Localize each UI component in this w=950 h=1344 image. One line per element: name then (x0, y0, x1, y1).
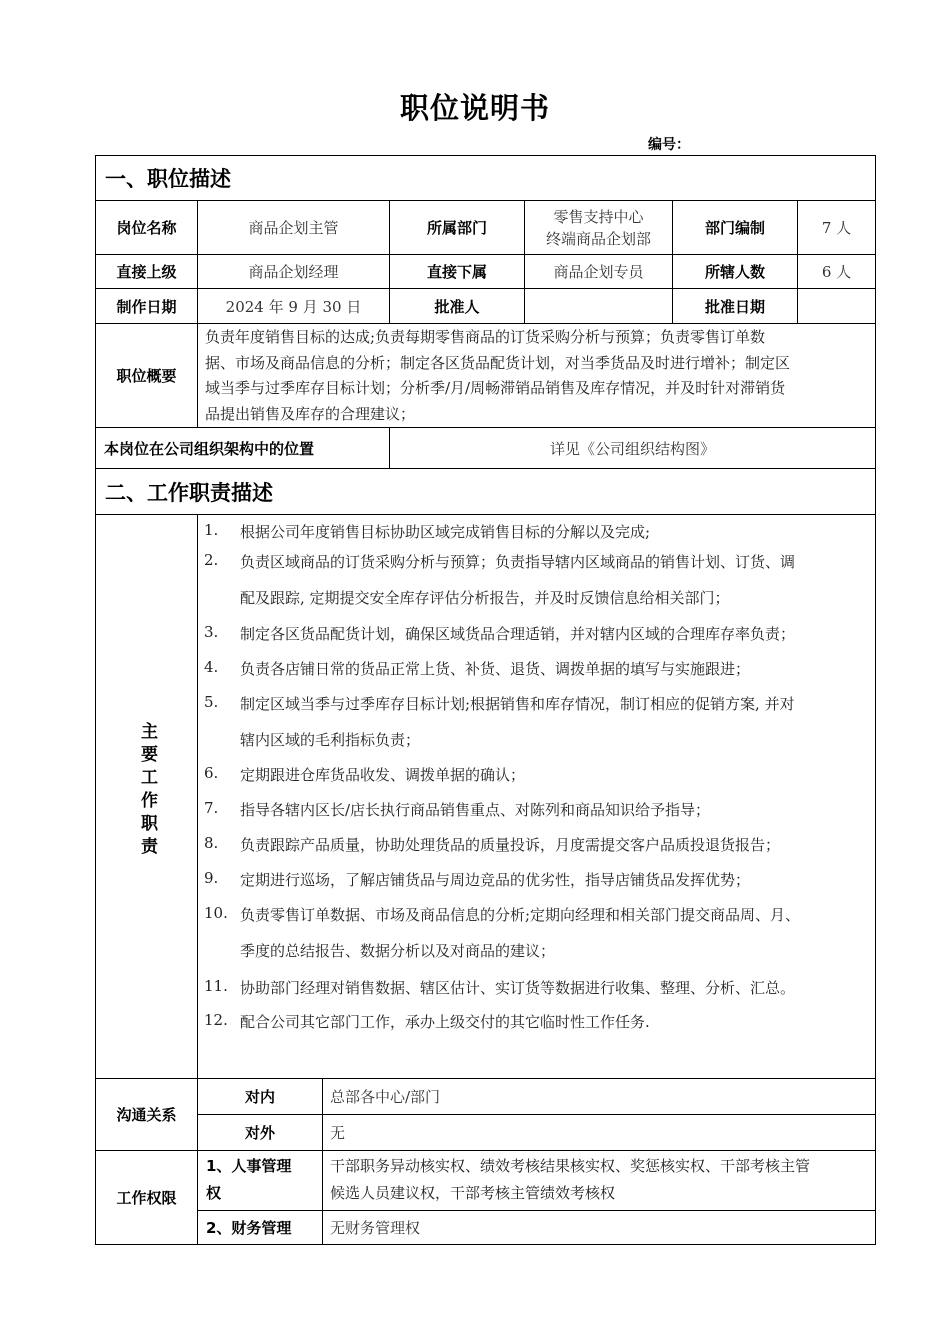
hr-authority-label-line: 1、人事管理 (206, 1157, 292, 1175)
duty-text (240, 792, 870, 828)
duty-text (240, 827, 870, 863)
hr-authority-label (206, 1153, 318, 1207)
duty-number: 12. (204, 1011, 228, 1029)
duty-line: 制定区域当季与过季库存目标计划;根据销售和库存情况，制订相应的促销方案, 并对 (240, 695, 795, 713)
duty-number: 10. (204, 904, 228, 922)
duty-text (240, 1004, 870, 1040)
duty-line: 制定各区货品配货计划，确保区域货品合理适销，并对辖内区域的合理库存率负责； (240, 625, 796, 643)
duties-label: 主要工作职责 (137, 722, 157, 860)
approve-date-value (798, 289, 875, 323)
hr-authority-line: 干部职务异动核实权、绩效考核结果核实权、奖惩核实权、干部考核主管 (330, 1157, 811, 1175)
duty-number: 11. (204, 977, 228, 995)
position-name-value: 商品企划主管 (248, 219, 339, 237)
summary-line: 域当季与过季库存目标计划；分析季/月/周畅滞销品销售及库存情况，并及时针对滞销货 (205, 379, 786, 397)
page-title: 职位说明书 (399, 91, 550, 125)
internal-value: 总部各中心/部门 (330, 1088, 441, 1106)
duty-line: 定期跟进仓库货品收发、调拨单据的确认； (240, 766, 526, 784)
duty-line: 季度的总结报告、数据分析以及对商品的建议； (240, 942, 556, 960)
finance-authority-label: 2、财务管理 (206, 1219, 292, 1237)
summary-text (205, 325, 870, 427)
duty-text (240, 616, 870, 652)
summary-label: 职位概要 (116, 367, 177, 385)
duty-text (240, 970, 870, 1006)
approve-date-label: 批准日期 (704, 297, 765, 316)
duty-number: 8. (204, 834, 219, 852)
duty-text (240, 757, 870, 793)
summary-line: 据、市场及商品信息的分析；制定各区货品配货计划，对当季货品及时进行增补；制定区 (205, 353, 791, 372)
summary-line: 负责年度销售目标的达成;负责每期零售商品的订货采购分析与预算；负责零售订单数 (205, 328, 766, 346)
duty-line: 根据公司年度销售目标协助区域完成销售目标的分解以及完成; (240, 523, 651, 541)
duty-line: 协助部门经理对销售数据、辖区估计、实订货等数据进行收集、整理、分析、汇总。 (240, 979, 796, 997)
superior-label: 直接上级 (116, 263, 177, 281)
duty-number: 4. (204, 658, 219, 676)
approver-value (525, 289, 672, 323)
hr-authority-value (330, 1153, 872, 1207)
authority-label: 工作权限 (116, 1189, 177, 1207)
headcount-value: 7 人 (821, 219, 852, 237)
position-name-label: 岗位名称 (116, 219, 177, 237)
headcount-label: 部门编制 (704, 219, 765, 237)
external-value: 无 (330, 1124, 346, 1142)
hr-authority-line: 候选人员建议权，干部考核主管绩效考核权 (330, 1184, 616, 1202)
external-label: 对外 (244, 1124, 275, 1142)
duty-text (240, 862, 870, 898)
approver-label: 批准人 (434, 297, 480, 316)
duty-line: 配及跟踪, 定期提交安全库存评估分析报告，并及时反馈信息给相关部门； (240, 589, 730, 607)
duty-number: 6. (204, 764, 219, 782)
duty-line: 指导各辖内区长/店长执行商品销售重点、对陈列和商品知识给予指导； (240, 801, 711, 819)
document-number-label: 编号： (648, 137, 690, 153)
department-line1: 零售支持中心 (553, 207, 644, 226)
communication-label: 沟通关系 (116, 1106, 177, 1124)
duty-number: 7. (204, 799, 219, 817)
department-label: 所属部门 (426, 219, 487, 237)
section1-heading: 一、职位描述 (105, 167, 231, 191)
duty-number: 3. (204, 623, 219, 641)
department-value (525, 201, 672, 254)
duty-line: 负责区域商品的订货采购分析与预算；负责指导辖内区域商品的销售计划、订货、调 (240, 553, 796, 571)
subordinate-label: 直接下属 (426, 263, 487, 281)
org-position-value: 详见《公司组织结构图》 (549, 439, 715, 458)
finance-authority-value: 无财务管理权 (330, 1219, 421, 1237)
department-line2: 终端商品企划部 (545, 229, 651, 248)
section2-heading: 二、工作职责描述 (105, 480, 273, 505)
org-position-label: 本岗位在公司组织架构中的位置 (104, 439, 315, 458)
made-date-value: 2024 年 9 月 30 日 (225, 297, 362, 316)
hr-authority-label-line: 权 (206, 1184, 222, 1202)
internal-label: 对内 (244, 1088, 275, 1106)
duty-text (240, 651, 870, 687)
reports-value: 6 人 (821, 263, 852, 281)
duty-number: 9. (204, 869, 219, 887)
duty-number: 5. (204, 693, 219, 711)
made-date-label: 制作日期 (116, 297, 177, 316)
reports-label: 所辖人数 (704, 263, 765, 281)
duty-text (240, 544, 870, 616)
duty-number: 1. (204, 521, 219, 539)
duty-number: 2. (204, 551, 219, 569)
duty-line: 配合公司其它部门工作，承办上级交付的其它临时性工作任务. (240, 1013, 650, 1031)
superior-value: 商品企划经理 (248, 263, 339, 281)
duty-text (240, 686, 870, 758)
duty-line: 负责零售订单数据、市场及商品信息的分析;定期向经理和相关部门提交商品周、月、 (240, 906, 801, 924)
subordinate-value: 商品企划专员 (553, 263, 644, 281)
summary-line: 品提出销售及库存的合理建议； (205, 404, 416, 423)
duty-line: 负责各店铺日常的货品正常上货、补货、退货、调拨单据的填写与实施跟进； (240, 660, 751, 678)
duty-text (240, 897, 870, 969)
duty-line: 定期进行巡场，了解店铺货品与周边竞品的优劣性，指导店铺货品发挥优势； (240, 871, 751, 889)
duty-line: 负责跟踪产品质量，协助处理货品的质量投诉，月度需提交客户品质投退货报告； (240, 836, 781, 854)
duty-line: 辖内区域的毛利指标负责； (240, 731, 421, 749)
